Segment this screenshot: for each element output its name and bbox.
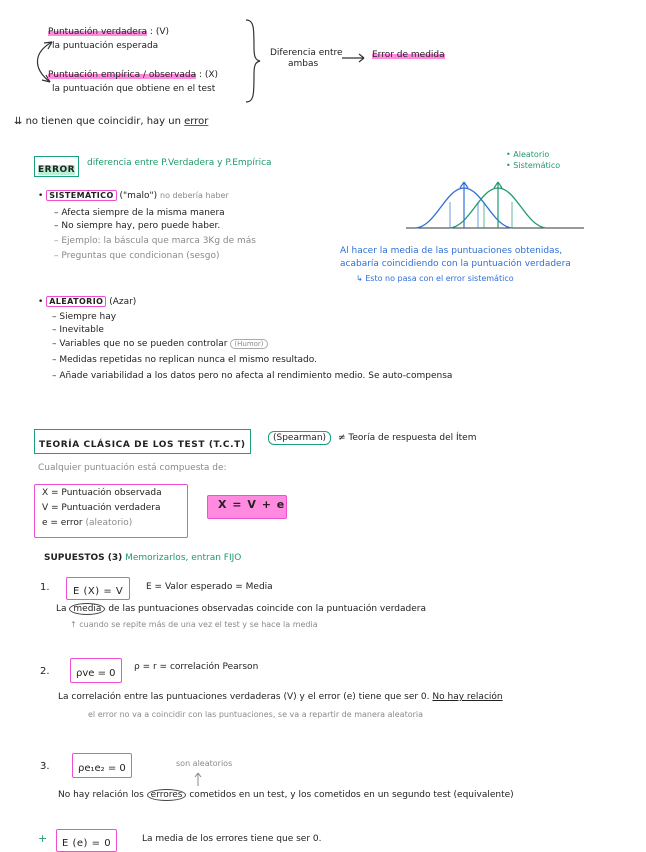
- random-title: ALEATORIO: [46, 296, 106, 307]
- assumption-1-box: [66, 577, 130, 600]
- assumption-1-formula: E (X) = V: [73, 586, 124, 597]
- right-brace: [244, 18, 264, 104]
- not-coincide-note: ⇊ no tienen que coincidir, hay un error: [14, 116, 209, 127]
- assumption-3-formula: ρe₁e₂ = 0: [78, 763, 126, 774]
- no-relation: No hay relación: [432, 692, 503, 702]
- double-down-arrow-icon: ⇊: [14, 116, 23, 127]
- assumption-4-text: La media de los errores tiene que ser 0.: [142, 834, 322, 844]
- distribution-curves-graph: [406, 180, 586, 240]
- assumption-1-sub: ↑ cuando se repite más de una vez el test y se hace la media: [70, 620, 318, 629]
- observed-score-symbol: : (X): [198, 70, 219, 80]
- errores-circled: errores: [147, 789, 187, 801]
- systematic-line-3: – Ejemplo: la báscula que marca 3Kg de más: [54, 236, 256, 246]
- measurement-error: Error de medida: [372, 50, 445, 60]
- tct-vs-irt: ≠ Teoría de respuesta del Ítem: [338, 433, 477, 443]
- assumption-3-number: 3.: [40, 761, 50, 772]
- random-azar: (Azar): [109, 297, 137, 307]
- assumption-1-def: E = Valor esperado = Media: [146, 582, 273, 592]
- error-type-aleatorio: • Aleatorio: [506, 150, 550, 159]
- observed-score-line: [48, 70, 218, 80]
- systematic-title: SISTEMÁTICO: [46, 190, 116, 201]
- difference-text-1: Diferencia entre: [270, 48, 343, 58]
- humor-note: (Humor): [230, 339, 267, 349]
- error-type-sistematico: • Sistemático: [506, 161, 561, 170]
- random-line-5: – Añade variabilidad a los datos pero no afecta al rendimiento medio. Se auto-compensa: [52, 371, 453, 381]
- error-title-box: [34, 156, 79, 177]
- systematic-line-2: – No siempre hay, pero puede haber.: [54, 221, 221, 231]
- tct-title-box: [34, 429, 251, 454]
- assumption-2-def: ρ = r = correlación Pearson: [134, 662, 259, 672]
- true-score-label: Puntuación verdadera: [48, 27, 148, 37]
- observed-score-label: Puntuación empírica / observada: [48, 70, 197, 80]
- true-score-line: [48, 27, 169, 37]
- graph-subnote: ↳ Esto no pasa con el error sistemático: [356, 274, 514, 283]
- systematic-line-1: – Afecta siempre de la misma manera: [54, 208, 225, 218]
- assumption-3-text: No hay relación los errores cometidos en un test, y los cometidos en un segundo test (equivalente): [58, 790, 514, 800]
- observed-score-desc: la puntuación que obtiene en el test: [52, 84, 216, 94]
- true-score-symbol: : (V): [149, 27, 169, 37]
- media-circled: media: [69, 603, 105, 615]
- assumption-2-text: La correlación entre las puntuaciones verdaderas (V) y el error (e) tiene que ser 0. No hay relación: [58, 692, 503, 702]
- true-score-desc: la puntuación esperada: [52, 41, 159, 51]
- difference-text-2: ambas: [288, 59, 319, 69]
- tct-author: (Spearman): [268, 431, 331, 445]
- formula: X = V + e: [218, 498, 286, 511]
- random-line-1: – Siempre hay: [52, 312, 117, 322]
- assumption-2-formula: ρve = 0: [76, 668, 116, 679]
- assumption-4-formula: E (e) = 0: [62, 838, 112, 849]
- graph-note-2: acabaría coincidiendo con la puntuación verdadera: [340, 259, 571, 269]
- systematic-note: no debería haber: [160, 191, 229, 200]
- graph-note-1: Al hacer la media de las puntuaciones obtenidas,: [340, 246, 563, 256]
- double-arrow-icon: [24, 38, 64, 88]
- assumption-1-text: La media de las puntuaciones observadas coincide con la puntuación verdadera: [56, 604, 426, 614]
- random-line-4: – Medidas repetidas no replican nunca el mismo resultado.: [52, 355, 317, 365]
- error-title: ERROR: [38, 165, 76, 175]
- def-v: V = Puntuación verdadera: [42, 503, 161, 513]
- assumption-2-number: 2.: [40, 666, 50, 677]
- assumptions-heading: [44, 553, 241, 563]
- assumption-3-aside: son aleatorios: [176, 759, 233, 768]
- assumption-3-box: [72, 753, 132, 778]
- arrow-right-icon: [340, 53, 370, 63]
- assumption-2-sub: el error no va a coincidir con las puntuaciones, se va a repartir de manera aleatoria: [88, 710, 424, 719]
- random-line-2: – Inevitable: [52, 325, 104, 335]
- tct-title: TEORÍA CLÁSICA DE LOS TEST (T.C.T): [39, 440, 246, 450]
- systematic-heading: • SISTEMÁTICO ("malo") no debería haber: [38, 191, 229, 201]
- def-x: X = Puntuación observada: [42, 488, 162, 498]
- systematic-malo: ("malo"): [119, 191, 158, 201]
- random-heading: • ALEATORIO (Azar): [38, 297, 137, 307]
- def-e: e = error (aleatorio): [42, 518, 133, 528]
- random-line-3: – Variables que no se pueden controlar (Humor): [52, 339, 268, 349]
- assumption-2-box: [70, 658, 122, 683]
- assumption-4-box: [56, 829, 117, 852]
- plus-icon: +: [38, 832, 48, 845]
- error-definition: diferencia entre P.Verdadera y P.Empírica: [87, 158, 272, 168]
- assumptions-note: Memorizarlos, entran FIJO: [125, 553, 242, 563]
- composed-text: Cualquier puntuación está compuesta de:: [38, 463, 227, 473]
- assumptions-title: SUPUESTOS (3): [44, 553, 123, 563]
- systematic-line-4: – Preguntas que condicionan (sesgo): [54, 251, 220, 261]
- arrow-up-icon: [193, 771, 203, 787]
- assumption-1-number: 1.: [40, 582, 50, 593]
